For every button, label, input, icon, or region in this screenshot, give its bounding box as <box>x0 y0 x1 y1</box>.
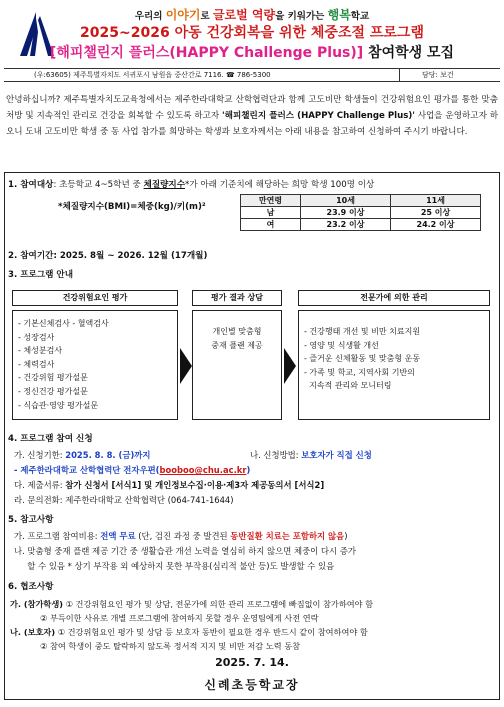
arrow-right-icon <box>284 348 296 384</box>
coop-guardian-1: 나. (보호자) ① 건강위험요인 평가 및 상담 등 보호자 동반이 필요한 경우 반드시 같이 참여하여야 함 <box>10 627 368 637</box>
section-4-apply: 4. 프로그램 참여 신청 <box>8 434 93 444</box>
assessment-list: - 기본신체검사 - 혈액검사 - 성장검사 - 체성분검사 - 체력검사 - 건강위험 평가설문 - 정신건강 평가설문 - 식습관·영양 평가설문 <box>12 310 178 420</box>
note-cost: 가. 프로그램 참여비용: 전액 무료 (단, 검진 과정 중 발견된 동반질환 치료는 포함하지 않음) <box>14 531 348 541</box>
manager-label: 담당: 보건 <box>422 71 454 79</box>
section-1-target: 1. 참여대상: 초등학교 4~5학년 중 체질량지수*가 아래 기준치에 해당하는 희망 학생 100명 이상 <box>8 180 375 190</box>
coop-student-1: 가. (참가학생) ① 건강위험요인 평가 및 상담, 전문가에 의한 관리 프로그램에 빠짐없이 참가하여야 함 <box>10 599 374 609</box>
section-2-period: 2. 참여기간: 2025. 8월 ~ 2026. 12월 (17개월) <box>8 251 208 261</box>
school-slogan: 우리의 이야기로 글로벌 역량을 키워가는 행복학교 <box>134 8 370 22</box>
flow-step-1: 건강위험요인 평가 <box>12 290 178 306</box>
school-address: (우:63605) 제주특별자치도 서귀포시 남원읍 중산간로 7116. ☎ 786-5300 <box>34 71 271 79</box>
section-6-cooperation: 6. 협조사항 <box>8 582 54 592</box>
title-line-2: [해피챌린지 플러스(HAPPY Challenge Plus)] 참여학생 모집 <box>49 45 455 61</box>
title-line-1: 2025~2026 아동 건강회복을 위한 체중조절 프로그램 <box>80 25 424 41</box>
apply-method: 나. 신청방법: 보호자가 직접 신청 <box>250 450 372 460</box>
coop-student-2: ② 부득이한 사유로 개별 프로그램에 참여하지 못할 경우 운영팀에게 사전 연락 <box>40 613 319 623</box>
address-bar <box>4 68 500 82</box>
intro-paragraph: 안녕하십니까? 제주특별자치도교육청에서는 제주한라대학교 산학협력단과 함께 고도비만 학생들이 건강위험요인 평가를 통한 맞춤 처방 및 지속적인 관리로 건강을 회복할 수 있도록 하고자 '해피챌린지 플러스 (HAPPY Challenge Plus)' 사업을 운영하고자 하오니 도내 고도비만 학생 중 동 사업 참가를 희망하는 학생과 보호자께서는 아래 내용을 참고하여 신청하여 주시기 바랍니다. <box>6 95 498 137</box>
issue-date: 2025. 7. 14. <box>215 656 289 669</box>
note-side-effect-1: 나. 맞춤형 중재 플랜 제공 기간 중 생활습관 개선 노력을 열심히 하지 않으면 체중이 다시 증가 <box>14 546 356 556</box>
flow-step-2: 평가 결과 상담 <box>192 290 282 306</box>
apply-deadline: 가. 신청기한: 2025. 8. 8. (금)까지 <box>14 450 151 460</box>
section-3-program: 3. 프로그램 안내 <box>8 270 74 280</box>
bmi-formula: *체질량지수(BMI)=체중(kg)/키(m)² <box>58 202 206 212</box>
apply-documents: 다. 제출서류: 참가 신청서 [서식1] 및 개인정보수집·이용·제3자 제공동의서 [서식2] <box>14 480 325 490</box>
management-list: - 건강행태 개선 및 비만 치료지원 - 영양 및 식생활 개선 - 즐거운 신체활동 및 맞춤형 운동 - 가족 및 학교, 지역사회 기반의 지속적 관리와 모니터링 <box>298 310 490 420</box>
apply-email: - 제주한라대학교 산학협력단 전자우편(booboo@chu.ac.kr) <box>14 465 251 475</box>
note-side-effect-2: 할 수 있음 * 상기 부작용 외 예상하지 못한 부작용(심리적 불안 등)도 발생할 수 있음 <box>14 561 335 571</box>
coop-guardian-2: ② 참여 학생이 중도 탈락하지 않도록 정서적 지지 및 비만 저감 노력 동참 <box>40 641 301 651</box>
flow-step-3: 전문가에 의한 관리 <box>298 290 490 306</box>
section-5-notes: 5. 참고사항 <box>8 515 54 525</box>
arrow-right-icon <box>180 348 192 384</box>
school-principal: 신례초등학교장 <box>204 678 300 692</box>
apply-contact: 라. 문의전화: 제주한라대학교 산학협력단 (064-741-1644) <box>14 495 234 505</box>
bmi-table: 만연령 10세 11세 남 23.9 이상 25 이상 여 23.2 이상 24.2 이상 <box>240 194 481 231</box>
consult-list: 개인별 맞춤형 중재 플랜 제공 <box>192 310 282 420</box>
divider <box>399 69 400 81</box>
